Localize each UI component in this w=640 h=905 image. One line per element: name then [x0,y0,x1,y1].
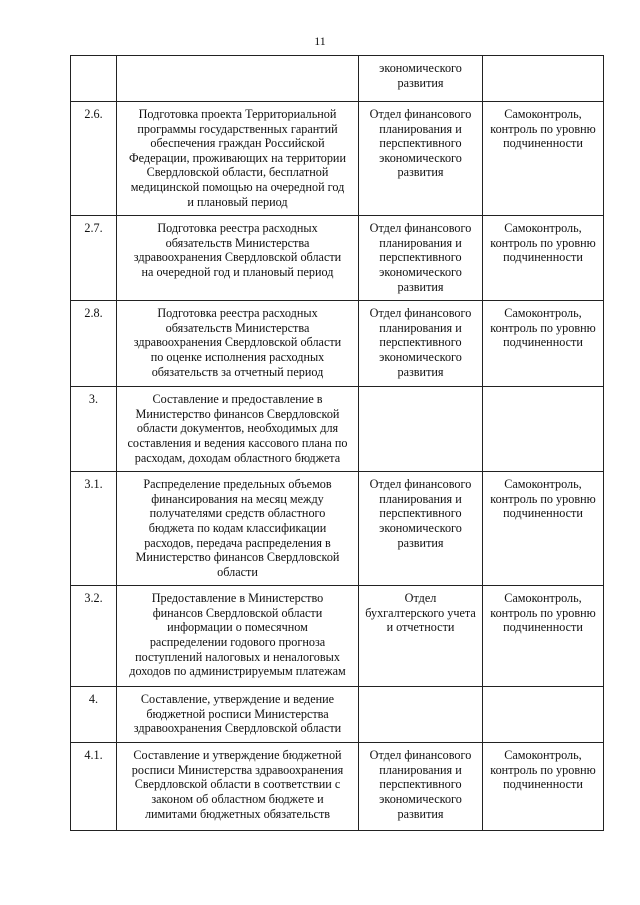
item-number: 2.6. [71,102,117,216]
table-row [71,743,604,831]
item-description: Подготовка реестра расходных обязательств Министерства здравоохранения Свердловской области по оценке исполнения расходных обязательств за отчетный период [117,301,359,387]
table-row [71,102,604,216]
item-description: Подготовка проекта Территориальной программы государственных гарантий обеспечения граждан Российской Федерации, проживающих на территории Свердловской области, бесплатной медицинской помощью на очередной год и плановый период [117,102,359,216]
item-description: Составление, утверждение и ведение бюджетной росписи Министерства здравоохранения Свердловской области [117,687,359,743]
item-responsible: Отдел финансового планирования и перспективного экономического развития [359,472,483,586]
procedures-table [70,55,604,831]
table-row [71,301,604,387]
item-description: Подготовка реестра расходных обязательств Министерства здравоохранения Свердловской области на очередной год и плановый период [117,216,359,301]
item-control [483,56,604,102]
item-responsible [359,687,483,743]
item-number: 3.2. [71,586,117,687]
item-number [71,56,117,102]
item-responsible: Отдел бухгалтерского учета и отчетности [359,586,483,687]
item-description: Предоставление в Министерство финансов Свердловской области информации о помесячном распределении годового прогноза поступлений налоговых и неналоговых доходов по администрируемым платежам [117,586,359,687]
item-control: Самоконтроль, контроль по уровню подчиненности [483,216,604,301]
item-control [483,687,604,743]
item-description: Составление и предоставление в Министерство финансов Свердловской области документов, необходимых для составления и ведения кассового плана по расходам, доходам областного бюджета [117,387,359,472]
item-responsible: экономического развития [359,56,483,102]
table-row [71,56,604,102]
table-row [71,216,604,301]
item-number: 3. [71,387,117,472]
item-responsible: Отдел финансового планирования и перспективного экономического развития [359,102,483,216]
item-responsible [359,387,483,472]
item-control: Самоконтроль, контроль по уровню подчиненности [483,586,604,687]
item-control: Самоконтроль, контроль по уровню подчиненности [483,301,604,387]
table-row [71,687,604,743]
item-number: 2.8. [71,301,117,387]
item-description: Распределение предельных объемов финансирования на месяц между получателями средств областного бюджета по кодам классификации расходов, передача распределения в Министерство финансов Свердловской области [117,472,359,586]
item-control [483,387,604,472]
table-row [71,472,604,586]
item-number: 4. [71,687,117,743]
item-control: Самоконтроль, контроль по уровню подчиненности [483,743,604,831]
item-number: 2.7. [71,216,117,301]
table-row [71,387,604,472]
item-description: Составление и утверждение бюджетной росписи Министерства здравоохранения Свердловской области в соответствии с законом об областном бюджете и лимитами бюджетных обязательств [117,743,359,831]
table-row [71,586,604,687]
item-description [117,56,359,102]
item-responsible: Отдел финансового планирования и перспективного экономического развития [359,301,483,387]
item-number: 3.1. [71,472,117,586]
item-responsible: Отдел финансового планирования и перспективного экономического развития [359,216,483,301]
item-control: Самоконтроль, контроль по уровню подчиненности [483,102,604,216]
page-number: 11 [314,34,326,48]
item-control: Самоконтроль, контроль по уровню подчиненности [483,472,604,586]
item-number: 4.1. [71,743,117,831]
item-responsible: Отдел финансового планирования и перспективного экономического развития [359,743,483,831]
